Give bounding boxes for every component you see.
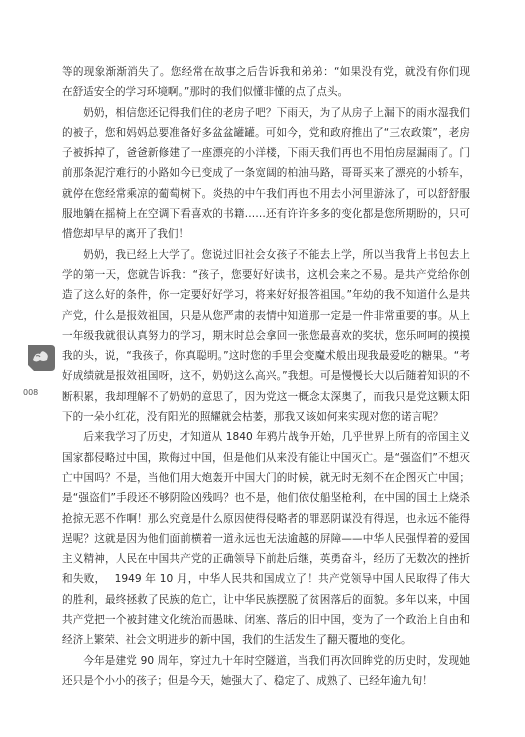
paragraph: 等的现象渐渐消失了。您经常在故事之后告诉我和弟弟：“如果没有党，就没有你们现在舒适安全的学习环境啊。”那时的我们似懂非懂的点了点头。 <box>62 66 470 99</box>
paragraph: 奶奶，相信您还记得我们住的老房子吧？下雨天，为了从房子上漏下的雨水湿我们的被子，您和妈妈总要准备好多盆盆罐罐。可如今，党和政府推出了“三农政策”，老房子被拆掉了，爸爸新修建了一座漂亮的小洋楼，下雨天我们再也不用怕房屋漏雨了。门前那条泥泞难行的小路如今已变成了一条宽阔的柏油马路，哥哥买来了漂亮的小轿车，就停在您经常乘凉的葡萄树下。炎热的中午我们再也不用去小河里游泳了，可以舒舒服服地躺在摇椅上在空调下看喜欢的书籍……还有许许多多的变化都是您所期盼的，只可惜您却早早的离开了我们！ <box>62 106 470 241</box>
article-body <box>62 62 470 691</box>
page-tab-emblem-icon <box>25 343 57 373</box>
paragraph: 奶奶，我已经上大学了。您说过旧社会女孩子不能去上学，所以当我背上书包去上学的第一天，您就告诉我：“孩子，您要好好读书，这机会来之不易。是共产党给你创造了这么好的条件，你一定要好好学习，将来好好报答祖国。”年幼的我不知道什么是共产党，什么是报效祖国，只是从您严肃的表情中知道那一定是一件非常重要的事。从上一年级我就很认真努力的学习，期末时总会拿回一张您最喜欢的奖状，您乐呵呵的摸摸我的头，说，“我孩子，你真聪明。”这时您的手里会变魔术般出现我最爱吃的糖果。“考好成绩就是报效祖国呀，这不，奶奶这么高兴。”我想。可是慢慢长大以后随着知识的不断积累，我却理解不了奶奶的意思了，因为党这一概念太深奥了，而我只是党这颗太阳下的一朵小红花，没有阳光的照耀就会枯萎，那我又该如何来实现对您的诺言呢？ <box>62 248 470 424</box>
paragraph: 今年是建党 90 周年，穿过九十年时空隧道，当我们再次回眸党的历史时，发现她还只是个小小的孩子；但是今天，她强大了、稳定了、成熟了、已经年逾九旬！ <box>62 654 470 687</box>
paragraph: 后来我学习了历史，才知道从 1840 年鸦片战争开始，几乎世界上所有的帝国主义国家都侵略过中国，欺侮过中国，但是他们从来没有能让中国灭亡。是“强盗们”不想灭亡中国吗？不是，当他们用大炮轰开中国大门的时候，就无时无刻不在企图灭亡中国；是“强盗们”手段还不够阴险凶残吗？也不是，他们依仗船坚枪利，在中国的国土上烧杀抢掠无恶不作啊！那么究竟是什么原因使得侵略者的罪恶阴谋没有得逞，也永远不能得逞呢？这就是因为他们面前横着一道永远也无法逾越的屏障——中华人民强悍着的爱国主义精神，人民在中国共产党的正确领导下前赴后继，英勇奋斗，经历了无数次的挫折和失败， 1949 年 10 月，中华人民共和国成立了！共产党领导中国人民取得了伟大的胜利，最终拯救了民族的危亡，让中华民族摆脱了贫困落后的面貌。多年以来，中国共产党把一个被封建文化统治而愚昧、闭塞、落后的旧中国，变为了一个政治上自由和经济上繁荣、社会文明进步的新中国，我们的生活发生了翻天覆地的变化。 <box>62 431 470 647</box>
page-number: 008 <box>23 388 39 397</box>
